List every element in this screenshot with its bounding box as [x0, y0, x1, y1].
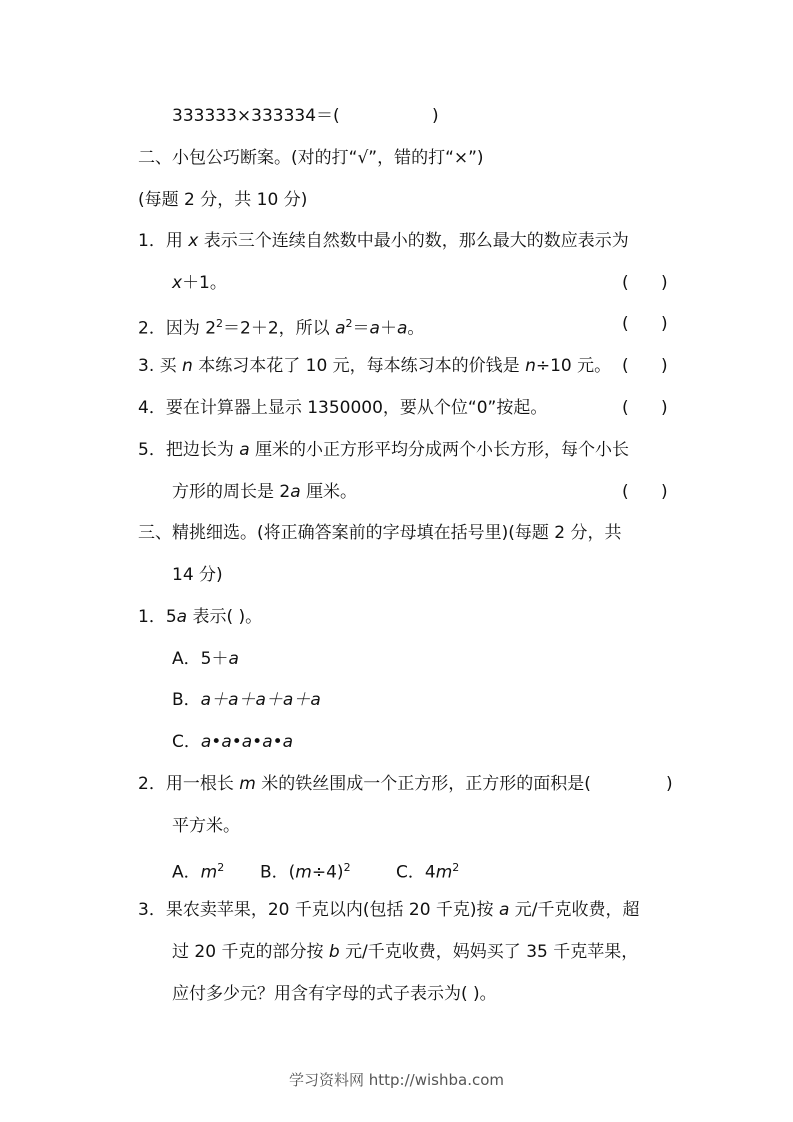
option-c — [172, 730, 293, 754]
text: 方形的周长是 2 — [172, 482, 291, 502]
question-2-4: 4．要在计算器上显示 1350000，要从个位“0”按起。 — [138, 398, 548, 418]
text: B． — [172, 690, 201, 710]
text: 3．果农卖苹果，20 千克以内(包括 20 千克)按 — [138, 900, 494, 920]
superscript: 2 — [217, 861, 225, 874]
text: 过 20 千克的部分按 — [172, 942, 324, 962]
text: 3. 买 — [138, 356, 177, 376]
question-2-5-cont — [172, 480, 357, 504]
text: 表示( )。 — [192, 607, 263, 627]
expression: a•a•a•a•a — [200, 732, 294, 752]
var-a: a — [228, 649, 239, 669]
var-a: a — [176, 607, 188, 627]
question-2-5 — [138, 438, 629, 462]
question-3-1 — [138, 605, 262, 629]
question-2-3 — [138, 354, 611, 378]
question-3-3 — [138, 898, 640, 922]
question-3-2 — [138, 772, 591, 796]
superscript: 2 — [216, 317, 224, 330]
question-2-1-cont — [172, 271, 227, 295]
text: A．5＋ — [172, 649, 229, 669]
option-b — [260, 856, 351, 885]
var-a: a — [239, 440, 250, 460]
var-m: m — [200, 862, 218, 883]
var-m: m — [435, 862, 453, 883]
text: 元/千克收费，超 — [514, 900, 640, 920]
text: ÷10 元。 — [535, 356, 612, 376]
question-3-3-cont — [172, 940, 638, 964]
section-2-score: (每题 2 分，共 10 分) — [138, 190, 308, 210]
option-a — [172, 856, 224, 885]
var-n: n — [182, 356, 193, 376]
var-x: x — [172, 273, 183, 293]
page-footer: 学习资料网 http://wishba.com — [289, 1071, 504, 1089]
answer-paren-close: ) — [432, 106, 439, 126]
superscript: 2 — [452, 861, 460, 874]
text: B．( — [260, 862, 296, 883]
equation-line — [172, 104, 340, 128]
var-n: n — [525, 356, 536, 376]
text: C． — [172, 732, 201, 752]
answer-paren-close: ) — [666, 774, 673, 794]
text: 元/千克收费，妈妈买了 35 千克苹果， — [345, 942, 639, 962]
var-a: a — [396, 318, 408, 339]
section-3-score: 14 分) — [172, 565, 223, 585]
var-x: x — [188, 231, 199, 251]
text: ＋ — [379, 318, 397, 339]
var-m: m — [295, 862, 312, 883]
section-3-title: 三、精挑细选。(将正确答案前的字母填在括号里)(每题 2 分，共 — [138, 523, 622, 543]
text: 1．5 — [138, 607, 177, 627]
question-3-2-cont: 平方米。 — [172, 816, 240, 836]
answer-paren: ( ) — [622, 398, 668, 418]
equation-text: 333333×333334＝( — [172, 106, 340, 126]
option-a — [172, 647, 239, 671]
var-b: b — [328, 942, 340, 962]
expression: a＋a＋a＋a＋a — [200, 690, 321, 710]
question-3-3-cont2: 应付多少元？用含有字母的式子表示为( )。 — [172, 984, 497, 1004]
text: 1．用 — [138, 231, 183, 251]
text: ＝ — [352, 318, 370, 339]
text: ÷4) — [311, 862, 344, 883]
superscript: 2 — [345, 317, 353, 330]
section-2-title: 二、小包公巧断案。(对的打“√”，错的打“×”) — [138, 148, 484, 168]
option-b — [172, 688, 321, 712]
var-m: m — [239, 774, 256, 794]
var-a: a — [498, 900, 510, 920]
answer-paren: ( ) — [622, 273, 668, 293]
text: C．4 — [396, 862, 436, 883]
var-a: a — [335, 318, 346, 339]
text: 。 — [407, 318, 425, 339]
answer-paren: ( ) — [622, 482, 668, 502]
text: 5．把边长为 — [138, 440, 234, 460]
text: 2．用一根长 — [138, 774, 234, 794]
superscript: 2 — [343, 861, 351, 874]
text: 厘米。 — [306, 482, 358, 502]
question-2-1 — [138, 229, 629, 253]
text: 2．因为 2 — [138, 318, 217, 339]
text: A． — [172, 862, 201, 883]
option-c — [396, 856, 459, 885]
var-a: a — [290, 482, 301, 502]
text: 本练习本花了 10 元，每本练习本的价钱是 — [198, 356, 520, 376]
var-a: a — [369, 318, 380, 339]
text: 厘米的小正方形平均分成两个小长方形，每个小长 — [255, 440, 630, 460]
question-2-2 — [138, 312, 424, 341]
answer-paren: ( ) — [622, 314, 668, 334]
text: 表示三个连续自然数中最小的数，那么最大的数应表示为 — [203, 231, 629, 251]
text: 米的铁丝围成一个正方形，正方形的面积是( — [261, 774, 591, 794]
text: ＝2＋2，所以 — [223, 318, 330, 339]
text: ＋1。 — [182, 273, 227, 293]
answer-paren: ( ) — [622, 356, 668, 376]
